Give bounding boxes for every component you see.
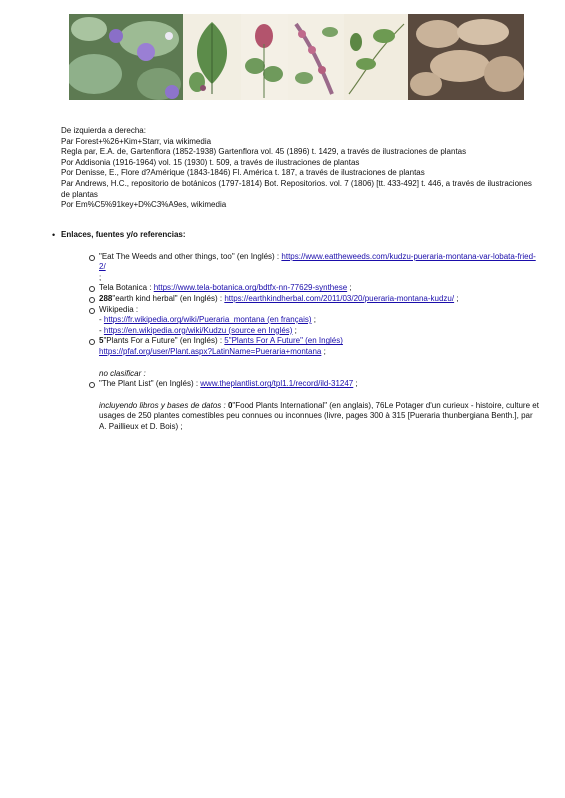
ref-number: 5 — [99, 336, 104, 346]
header-image-strip — [69, 14, 524, 100]
ref-link-wikipedia-en[interactable]: https://en.wikipedia.org/wiki/Kudzu (source en Inglés) — [103, 325, 293, 335]
ref-link-pfaf-title[interactable]: 5"Plants For A Future" (en Inglés) — [224, 336, 343, 346]
image-credits — [61, 126, 541, 211]
books-text: "Food Plants International" (en anglais), 76Le Potager d'un curieux - histoire, culture et usages de 250 plantes comestibles peu connues ou inconnues (livre, pages 300 à 315 [Pueraria thunbergiana Benth.], par A. Paillieux et D. Bois) ; — [99, 400, 539, 431]
flower-spike-illustration — [288, 14, 344, 100]
ref-terminator: ; — [353, 379, 358, 389]
ref-earthkind — [88, 294, 540, 305]
ref-link-plantlist[interactable]: www.theplantlist.org/tpl1.1/record/ild-31247 — [200, 379, 354, 389]
credit-line: Regla par, E.A. de, Gartenflora (1852-1938) Gartenflora vol. 45 (1896) t. 1429, a través de ilustraciones de plantas — [61, 147, 467, 157]
credit-line: Por Em%C5%91key+D%C3%A9es, wikimedia — [61, 200, 227, 210]
kudzu-roots-photo — [408, 14, 524, 100]
ref-link-pfaf[interactable]: https://pfaf.org/user/Plant.aspx?LatinName=Pueraria+montana — [99, 346, 322, 356]
ref-label: "The Plant List" (en Inglés) : — [99, 379, 201, 389]
references-section — [50, 230, 540, 433]
ref-pfaf — [88, 336, 540, 357]
unclassified-list — [88, 379, 540, 390]
ref-terminator: ; — [292, 325, 297, 335]
ref-wikipedia — [88, 305, 540, 337]
books-label: incluyendo libros y bases de datos : — [99, 400, 228, 410]
ref-plantlist — [88, 379, 540, 390]
ref-link-tela-botanica[interactable]: https://www.tela-botanica.org/bdtfx-nn-77629-synthese — [153, 283, 348, 293]
credits-intro: De izquierda a derecha: — [61, 126, 146, 135]
ref-number: 0 — [227, 400, 233, 410]
ref-label: "Eat The Weeds and other things, too" (en Inglés) : — [99, 251, 282, 261]
ref-terminator: ; — [454, 293, 459, 303]
kudzu-flowers-photo — [69, 14, 183, 100]
leaf-illustration — [183, 14, 241, 100]
credit-line: Par Andrews, H.C., repositorio de botánicos (1797-1814) Bot. Repositorios. vol. 7 (1806) [tt. 433-492] t. 446, a través de ilustraciones de plantas — [61, 178, 532, 199]
ref-label: "Plants For a Future" (en Inglés) : — [103, 336, 225, 346]
ref-label: Wikipedia : — [99, 304, 139, 314]
ref-link-wikipedia-fr[interactable]: https://fr.wikipedia.org/wiki/Pueraria_montana (en français) — [103, 315, 312, 325]
ref-link-earthkind[interactable]: https://earthkindherbal.com/2011/03/20/pueraria-montana-kudzu/ — [224, 293, 455, 303]
credit-line: Por Denisse, E., Flore d?Amérique (1843-1846) Fl. América t. 187, a través de ilustraciones de plantas — [61, 168, 425, 178]
references-item — [50, 230, 540, 433]
vine-illustration — [344, 14, 408, 100]
ref-terminator: ; — [99, 272, 102, 282]
dash: - — [99, 315, 104, 325]
books-databases — [88, 401, 540, 433]
references-list — [88, 252, 540, 358]
references-heading: • Enlaces, fuentes y/o referencias: — [61, 230, 186, 239]
ref-tela-botanica — [88, 283, 540, 294]
unclassified-label: no clasificar : — [99, 368, 146, 378]
dash: - — [99, 325, 104, 335]
credit-line: Par Forest+%26+Kim+Starr, via wikimedia — [61, 136, 212, 146]
credit-line: Por Addisonia (1916-1964) vol. 15 (1930) t. 509, a través de ilustraciones de plantas — [61, 157, 360, 167]
ref-terminator: ; — [347, 283, 352, 293]
unclassified-block — [88, 369, 540, 433]
ref-label: "earth kind herbal" (en Inglés) : — [112, 293, 225, 303]
ref-label: Tela Botanica : — [99, 283, 154, 293]
ref-terminator: ; — [311, 315, 316, 325]
ref-link-eattheweeds[interactable]: https://www.eattheweeds.com/kudzu-pueraria-montana-var-lobata-fried-2/ — [99, 251, 536, 272]
ref-terminator: ; — [321, 346, 326, 356]
botanical-plate-illustration — [241, 14, 288, 100]
ref-eattheweeds — [88, 252, 540, 284]
ref-number: 288 — [99, 293, 113, 303]
